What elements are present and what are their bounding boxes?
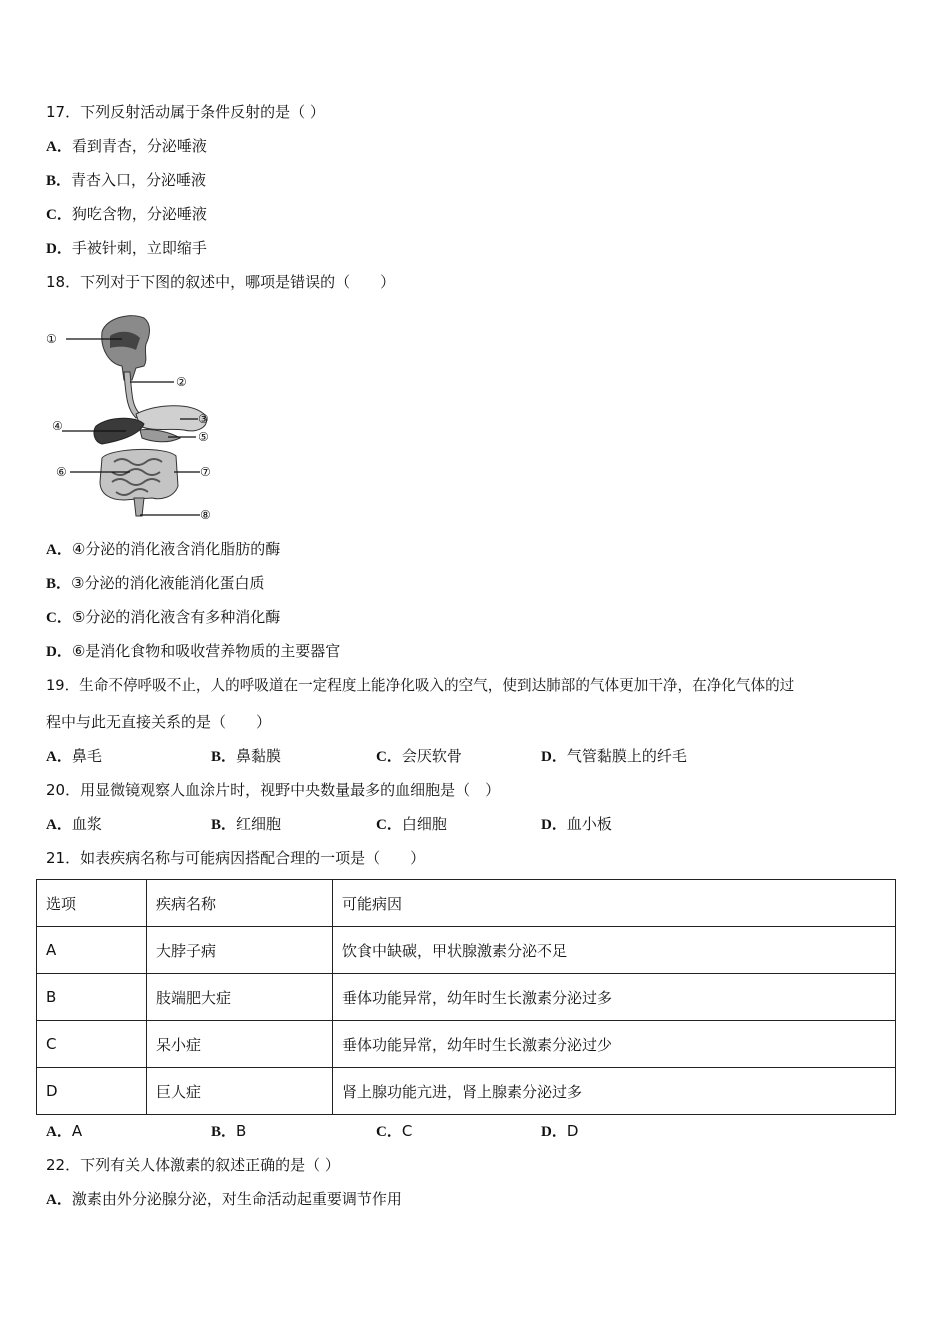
option-d (541, 1121, 578, 1142)
question-17-option-d (46, 238, 207, 259)
option-letter: D． (541, 1124, 567, 1140)
question-17-option-a (46, 136, 207, 157)
option-text: D (566, 1122, 579, 1140)
table-cell: 巨人症 (147, 1068, 333, 1115)
option-text: ③分泌的消化液能消化蛋白质 (71, 574, 265, 592)
table-row (37, 927, 896, 974)
option-text: 气管黏膜上的纤毛 (566, 747, 687, 765)
option-text: B (236, 1122, 247, 1140)
option-text: 血小板 (566, 815, 612, 833)
table-row (37, 1021, 896, 1068)
disease-table (36, 879, 896, 1115)
table-row (37, 1068, 896, 1115)
option-letter: C． (376, 817, 402, 833)
table-cell: A (37, 927, 147, 974)
option-c (376, 746, 462, 767)
option-letter: C． (376, 1124, 402, 1140)
table-cell: 呆小症 (147, 1021, 333, 1068)
option-letter: D． (541, 817, 567, 833)
question-18-option-b (46, 573, 264, 594)
option-letter: B． (211, 1124, 237, 1140)
option-letter: A． (46, 749, 72, 765)
option-text: 鼻毛 (71, 747, 102, 765)
digestive-system-diagram (40, 310, 230, 525)
question-19-stem-line-2: 程中与此无直接关系的是（ ） (46, 713, 272, 731)
question-18-option-a (46, 539, 280, 560)
question-17-option-c (46, 204, 207, 225)
option-letter: A． (46, 139, 72, 155)
table-row (37, 974, 896, 1021)
option-c (376, 814, 447, 835)
option-c (376, 1121, 412, 1142)
question-18-stem: 18．下列对于下图的叙述中，哪项是错误的（ ） (46, 273, 396, 291)
option-text: 会厌软骨 (401, 747, 462, 765)
option-letter: B． (46, 173, 72, 189)
figure-label-1: ① (46, 332, 57, 346)
table-cell: 肢端肥大症 (147, 974, 333, 1021)
table-cell: 垂体功能异常，幼年时生长激素分泌过少 (333, 1021, 896, 1068)
table-header-row (37, 880, 896, 927)
question-19-stem-line-1: 19．生命不停呼吸不止，人的呼吸道在一定程度上能净化吸入的空气，使到达肺部的气体更加干净，在净化气体的过 (46, 677, 795, 694)
question-20-stem: 20．用显微镜观察人血涂片时，视野中央数量最多的血细胞是（ ） (46, 781, 501, 799)
option-letter: D． (46, 644, 72, 660)
figure-label-3: ③ (198, 412, 209, 426)
question-17-stem: 17．下列反射活动属于条件反射的是（ ） (46, 103, 325, 121)
figure-label-8: ⑧ (200, 508, 211, 522)
question-21-stem: 21．如表疾病名称与可能病因搭配合理的一项是（ ） (46, 849, 426, 867)
option-letter: A． (46, 1124, 72, 1140)
option-d (541, 746, 687, 767)
table-cell: D (37, 1068, 147, 1115)
figure-label-5: ⑤ (198, 430, 209, 444)
option-letter: C． (376, 749, 402, 765)
figure-label-6: ⑥ (56, 465, 67, 479)
question-22-option-a (46, 1189, 402, 1210)
option-text: 鼻黏膜 (236, 747, 282, 765)
option-text: 看到青杏，分泌唾液 (71, 137, 207, 155)
figure-label-2: ② (176, 375, 187, 389)
option-b (211, 746, 281, 767)
option-text: 青杏入口，分泌唾液 (71, 171, 207, 189)
option-letter: C． (46, 207, 72, 223)
option-a (46, 746, 102, 767)
option-b (211, 1121, 246, 1142)
question-18-option-d (46, 641, 340, 662)
table-header: 疾病名称 (147, 880, 333, 927)
figure-label-4: ④ (52, 419, 63, 433)
question-22-stem: 22．下列有关人体激素的叙述正确的是（ ） (46, 1156, 340, 1174)
option-text: ⑤分泌的消化液含有多种消化酶 (71, 608, 281, 626)
figure-label-7: ⑦ (200, 465, 211, 479)
option-letter: A． (46, 817, 72, 833)
option-d (541, 814, 612, 835)
option-text: A (71, 1122, 83, 1140)
question-18-option-c (46, 607, 280, 628)
option-letter: B． (46, 576, 72, 592)
table-cell: 垂体功能异常，幼年时生长激素分泌过多 (333, 974, 896, 1021)
option-letter: D． (46, 241, 72, 257)
option-a (46, 1121, 82, 1142)
option-letter: B． (211, 817, 237, 833)
table-cell: B (37, 974, 147, 1021)
option-text: 激素由外分泌腺分泌，对生命活动起重要调节作用 (71, 1190, 402, 1208)
option-text: 红细胞 (236, 815, 282, 833)
option-text: 手被针刺，立即缩手 (71, 239, 207, 257)
table-cell: 肾上腺功能亢进，肾上腺素分泌过多 (333, 1068, 896, 1115)
option-letter: C． (46, 610, 72, 626)
option-letter: A． (46, 542, 72, 558)
option-text: ④分泌的消化液含消化脂肪的酶 (71, 540, 281, 558)
option-letter: B． (211, 749, 237, 765)
option-text: 狗吃含物，分泌唾液 (71, 205, 207, 223)
option-b (211, 814, 281, 835)
option-text: 白细胞 (401, 815, 447, 833)
option-letter: D． (541, 749, 567, 765)
question-17-option-b (46, 170, 206, 191)
option-text: 血浆 (71, 815, 102, 833)
table-cell: 大脖子病 (147, 927, 333, 974)
option-letter: A． (46, 1192, 72, 1208)
option-text: ⑥是消化食物和吸收营养物质的主要器官 (71, 642, 341, 660)
table-cell: 饮食中缺碳，甲状腺激素分泌不足 (333, 927, 896, 974)
option-a (46, 814, 102, 835)
table-cell: C (37, 1021, 147, 1068)
table-header: 选项 (37, 880, 147, 927)
table-header: 可能病因 (333, 880, 896, 927)
option-text: C (401, 1122, 413, 1140)
